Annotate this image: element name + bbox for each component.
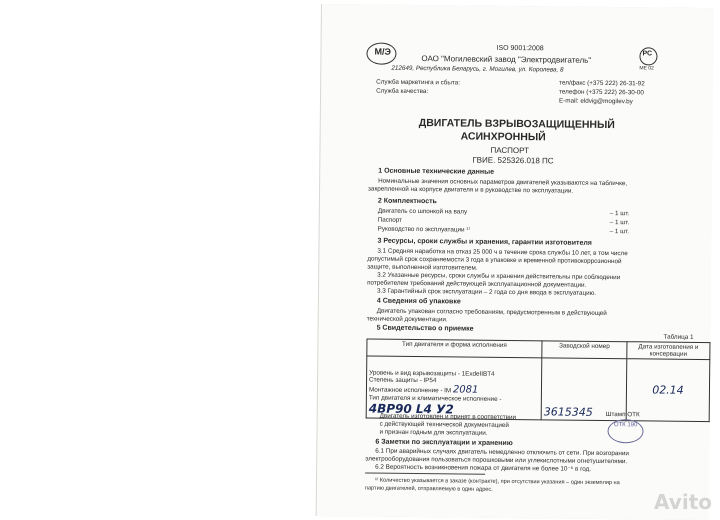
doc-number: ГВИЕ. 525326.018 ПС <box>472 155 554 166</box>
section2-heading: 2 Комплектность <box>377 197 437 206</box>
section6-line: электрооборудования пользоваться порошковыми или углекислотными огнетушителями. <box>365 455 628 466</box>
table-header-date: Дата изготовления и консервации <box>627 342 710 360</box>
acceptance-line: Двигатель изготовлен и принят в соответствии <box>379 412 517 422</box>
section3-line: потребителем требований действующей эксплуатационной документации. <box>367 279 587 289</box>
table-header-type: Тип двигателя и форма исполнения <box>367 339 542 358</box>
section6-heading: 6 Заметки по эксплуатации и хранению <box>375 438 513 448</box>
handwritten-mount: 2081 <box>452 384 479 396</box>
table-row: Тип двигателя и климатическое исполнение - <box>368 394 502 403</box>
acceptance-line: с действующей технической документацией <box>379 420 509 429</box>
acceptance-line: и признан годным для эксплуатации. <box>379 428 488 437</box>
section6-line: 6.1 При аварийных случаях двигатель немедленно отключить от сети. При возгорании <box>375 447 629 458</box>
section1-text-1: Номинальные значения основных параметров двигателей указываются на табличке, <box>378 177 628 188</box>
contact-fax: тел/факс (+375 222) 26-31-92 <box>559 79 645 88</box>
kit-item-qty: – 1 шт. <box>609 219 630 227</box>
company-name: ОАО "Могилевский завод "Электродвигатель" <box>421 54 592 65</box>
factory-logo: М/Э <box>366 42 396 64</box>
section3-heading: 3 Ресурсы, сроки службы и хранения, гарантии изготовителя <box>377 237 592 247</box>
kit-item-qty: – 1 шт. <box>609 210 630 218</box>
table-header-serial: Заводской номер <box>542 341 627 359</box>
footnote-line: ¹⁾ Количество указывается в заказе (контракте), при отсутствии указания – один экземпляр на <box>374 477 620 487</box>
section3-line: 3.2 Указанные ресурсы, сроки службы и хранения действительны при соблюдении <box>377 271 621 282</box>
table-row: Монтажное исполнение - IM 2081 <box>368 384 479 396</box>
kit-item-qty: – 1 шт. <box>609 228 630 236</box>
company-address: 212649, Республика Беларусь, г. Могилев, ул. Королева, 8 <box>391 64 564 74</box>
doc-subtitle: ПАСПОРТ <box>490 145 530 156</box>
footnote-divider <box>365 472 485 474</box>
section4-line: Двигатель упакован согласно требованиям, предусмотренным в действующей <box>376 307 607 317</box>
table-type-cell <box>366 356 542 420</box>
table-row: Уровень и вид взрывозащиты - 1ExdeIIBT4 <box>369 369 495 378</box>
section3-line: 3.1 Средняя наработка на отказ 25 000 ч в течение срока службы 10 лет, в том числе <box>377 247 628 258</box>
acceptance-table <box>366 338 711 422</box>
contact-email: E-mail: eldvig@mogilev.by <box>558 97 633 106</box>
section4-heading: 4 Сведения об упаковке <box>376 297 461 306</box>
contact-sales-label: Служба маркетинга и сбыта: <box>376 78 461 87</box>
passport-page <box>317 4 714 520</box>
iso-label: ISO 9001:2008 <box>496 44 544 53</box>
section4-line: технической документации. <box>366 315 448 324</box>
section3-line: 3.3 Гарантийный срок эксплуатации – 2 года со дня ввода в эксплуатацию. <box>376 287 597 297</box>
footnote-line: партию двигателей, отправляемую в один адрес. <box>364 485 493 493</box>
kit-item-name: Паспорт <box>377 216 403 224</box>
section1-text-2: закрепленной на корпусе двигателя и в руководстве по эксплуатации. <box>368 185 574 195</box>
handwritten-type: 4ВР90 L4 У2 <box>368 401 454 417</box>
contact-quality-label: Служба качества: <box>376 87 429 96</box>
section3-line: защите, выполненной изготовителем. <box>367 263 478 272</box>
doc-title-line2: АСИНХРОННЫЙ <box>460 130 546 144</box>
table-caption: Таблица 1 <box>663 333 694 341</box>
kit-item-name: Руководство по эксплуатации ¹⁾ <box>377 225 470 234</box>
section6-line: 6.2 Вероятность возникновения пожара от двигателя не более 10⁻⁶ в год. <box>375 463 592 473</box>
kit-item-name: Двигатель со шпонкой на валу <box>377 207 468 216</box>
certification-logo: РС <box>639 47 657 65</box>
avito-watermark: Avito <box>654 490 712 514</box>
section1-heading: 1 Основные технические данные <box>378 167 495 176</box>
handwritten-date: 02.14 <box>652 383 684 397</box>
section5-heading: 5 Свидетельство о приемке <box>376 324 474 333</box>
handwritten-serial: 3615345 <box>543 405 593 419</box>
contact-phone: телефон (+375 222) 26-30-00 <box>559 88 644 97</box>
section3-line: допустимый срок сохраняемости 3 года в упаковке и временной противокоррозионной <box>367 255 622 266</box>
stamp-label: Штамп ОТК <box>605 410 640 419</box>
certification-caption: МЕ 02 <box>639 65 654 72</box>
otk-stamp: ОТК 190 <box>607 419 643 443</box>
table-row: Степень защиты - IP54 <box>369 376 437 385</box>
doc-title-line1: ДВИГАТЕЛЬ ВЗРЫВОЗАЩИЩЕННЫЙ <box>418 117 615 132</box>
